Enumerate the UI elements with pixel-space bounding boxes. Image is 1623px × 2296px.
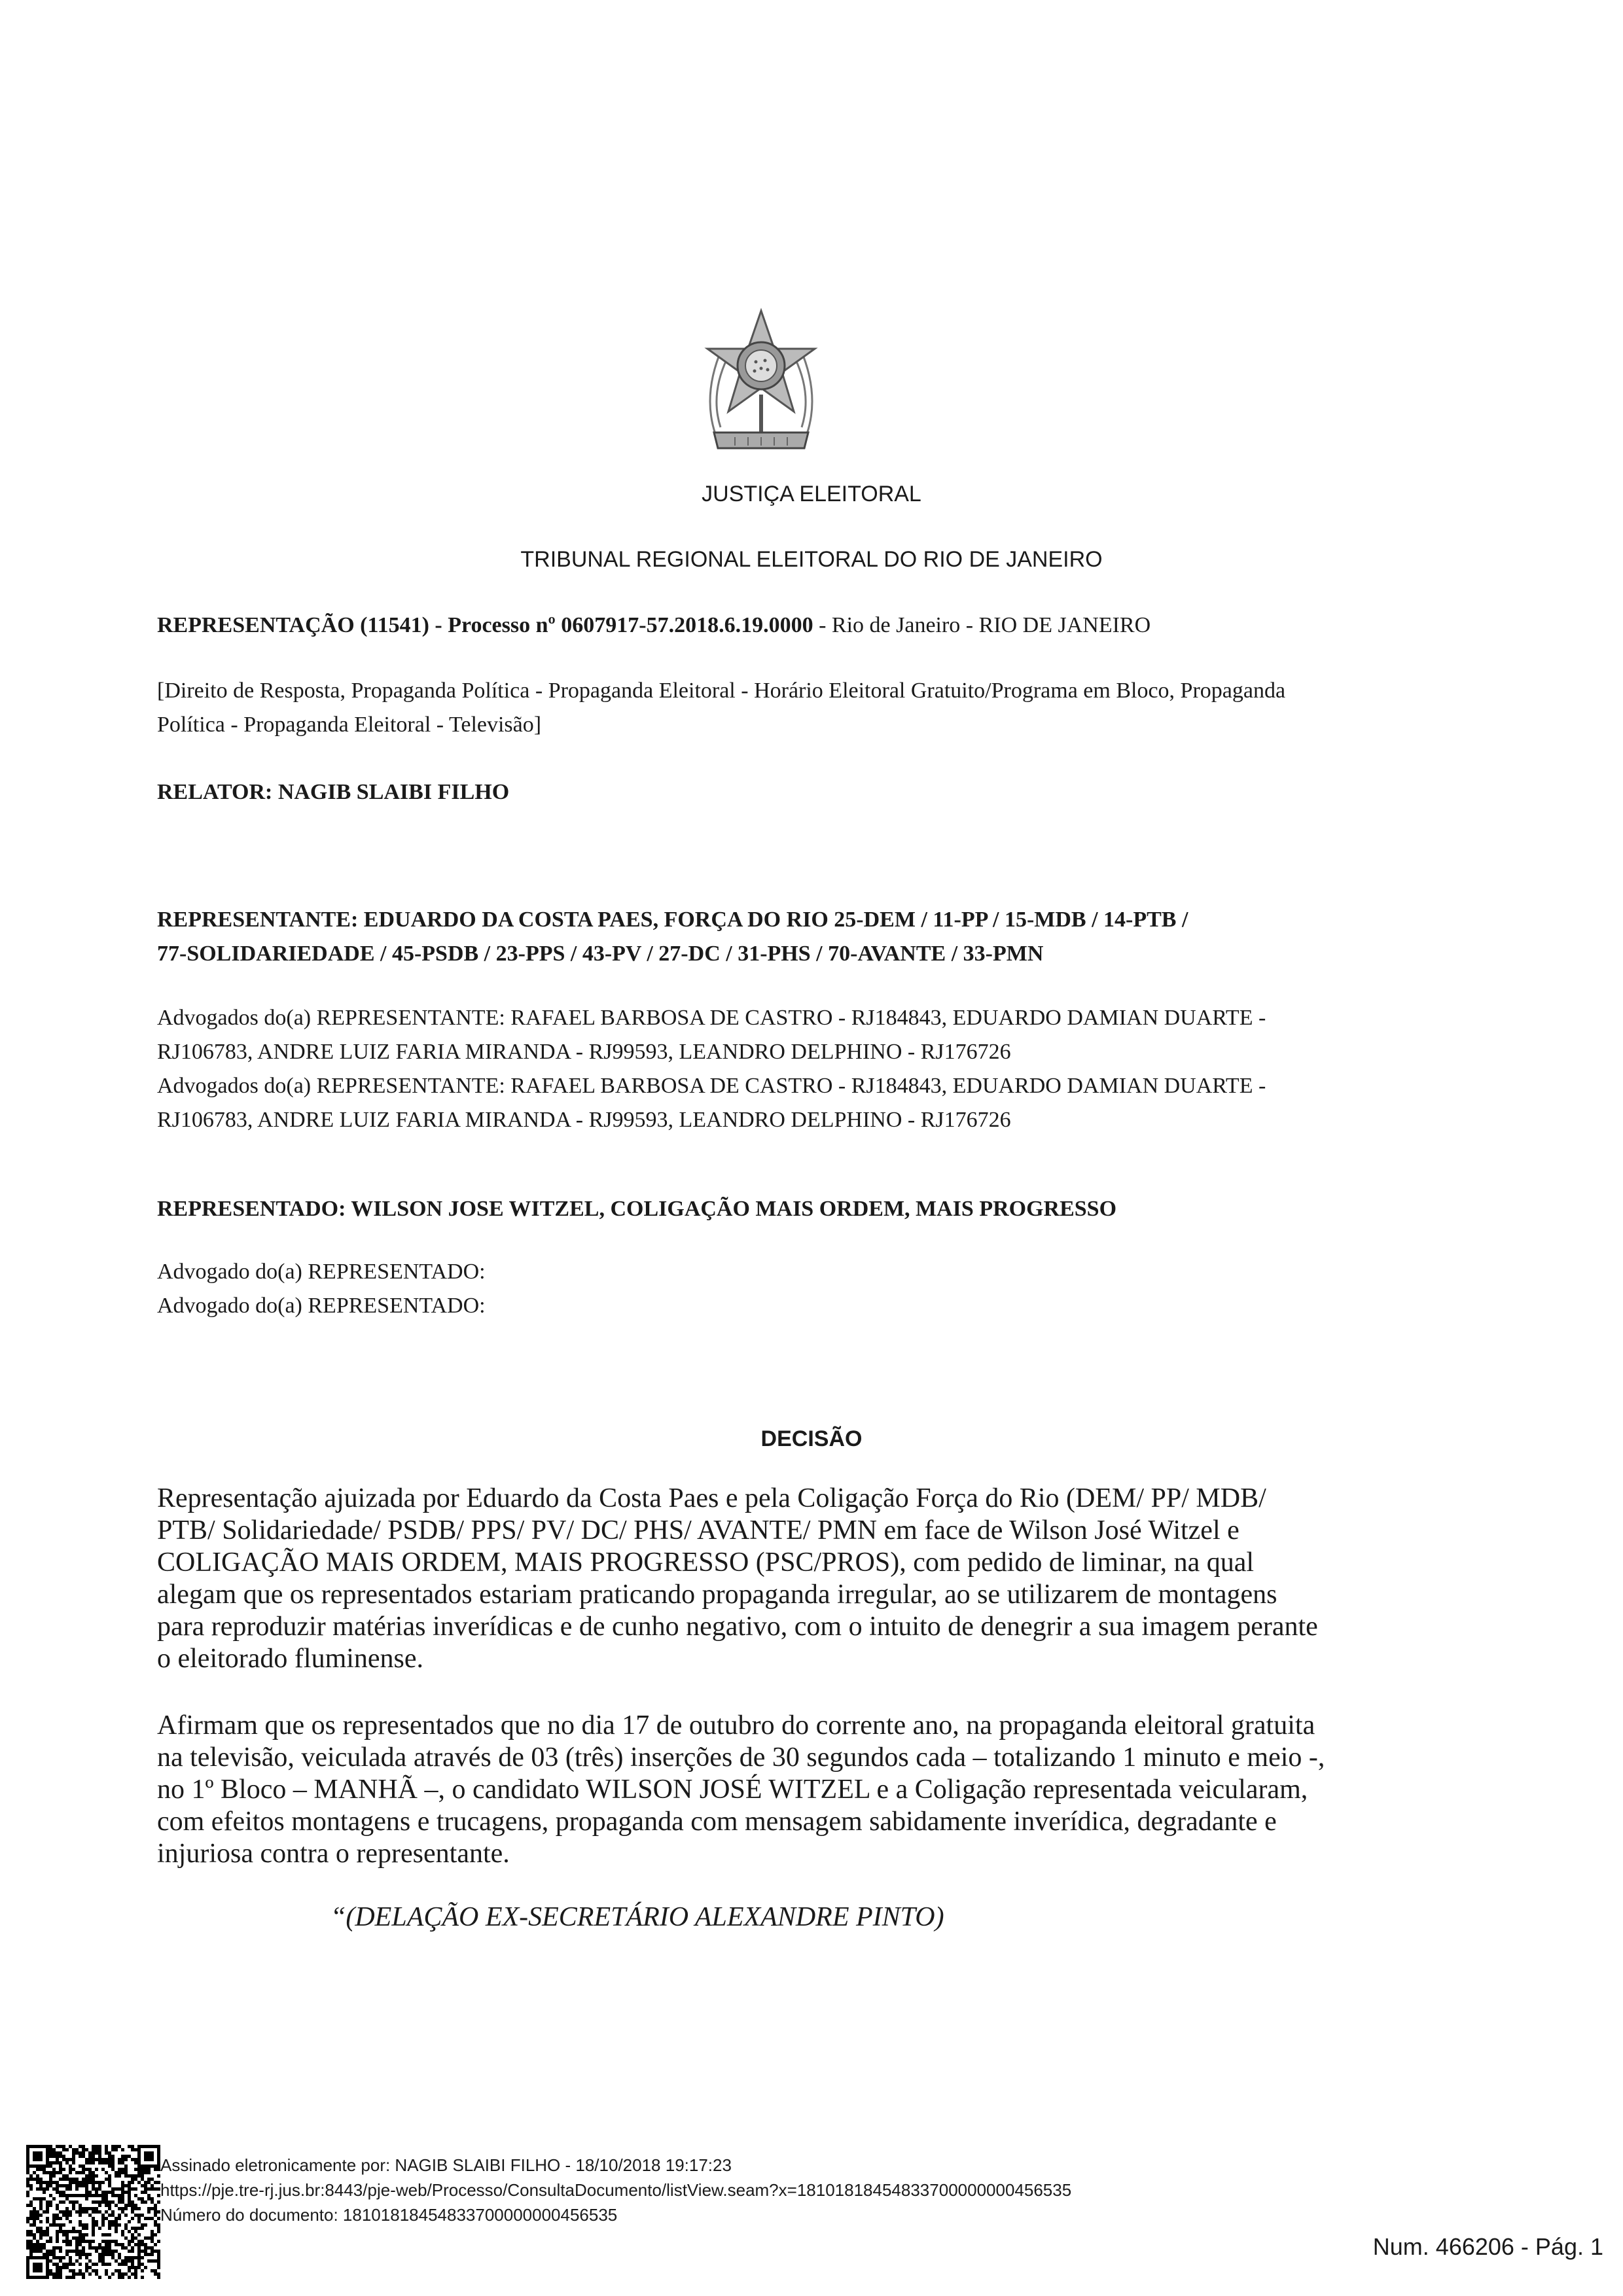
paragraph-line: Afirmam que os representados que no dia 17 de outubro do corrente ano, na propaganda eleitoral gratuita: [157, 1710, 1315, 1740]
paragraph-line: para reproduzir matérias inverídicas e de cunho negativo, com o intuito de denegrir a sua imagem perante: [157, 1612, 1318, 1642]
process-location: - Rio de Janeiro - RIO DE JANEIRO: [813, 613, 1151, 637]
lawyer-line: Advogados do(a) REPRESENTANTE: RAFAEL BARBOSA DE CASTRO - RJ184843, EDUARDO DAMIAN DUARTE -: [157, 1074, 1266, 1098]
lawyer-line: Advogados do(a) REPRESENTANTE: RAFAEL BARBOSA DE CASTRO - RJ184843, EDUARDO DAMIAN DUARTE -: [157, 1006, 1266, 1030]
paragraph-line: Representação ajuizada por Eduardo da Costa Paes e pela Coligação Força do Rio (DEM/ PP/ MDB/: [157, 1483, 1266, 1513]
representante-line: 77-SOLIDARIEDADE / 45-PSDB / 23-PPS / 43-PV / 27-DC / 31-PHS / 70-AVANTE / 33-PMN: [157, 942, 1044, 966]
paragraph-line: na televisão, veiculada através de 03 (três) inserções de 30 segundos cada – totalizando 1 minuto e meio -,: [157, 1742, 1325, 1773]
subjects-line: Política - Propaganda Eleitoral - Televisão]: [157, 713, 542, 737]
document-url[interactable]: https://pje.tre-rj.jus.br:8443/pje-web/Processo/ConsultaDocumento/listView.seam?x=18101818454833700000000456535: [160, 2180, 1072, 2200]
representante-lawyers: [157, 1001, 1266, 1137]
signature-block: [160, 2153, 1071, 2227]
paragraph-line: COLIGAÇÃO MAIS ORDEM, MAIS PROGRESSO (PSC/PROS), com pedido de liminar, na qual: [157, 1547, 1255, 1578]
representante-line: REPRESENTANTE: EDUARDO DA COSTA PAES, FORÇA DO RIO 25-DEM / 11-PP / 15-MDB / 14-PTB /: [157, 908, 1188, 932]
lawyer-line: Advogado do(a) REPRESENTADO:: [157, 1294, 486, 1318]
paragraph-line: PTB/ Solidariedade/ PSDB/ PPS/ PV/ DC/ PHS/ AVANTE/ PMN em face de Wilson José Witzel e: [157, 1515, 1240, 1545]
paragraph-line: injuriosa contra o representante.: [157, 1839, 510, 1869]
document-number: Número do documento: 18101818454833700000000456535: [160, 2205, 618, 2225]
decision-paragraph-2: [157, 1710, 1325, 1870]
paragraph-line: com efeitos montagens e trucagens, propaganda com mensagem sabidamente inverídica, degradante e: [157, 1807, 1277, 1837]
decision-quote: “(DELAÇÃO EX-SECRETÁRIO ALEXANDRE PINTO): [330, 1902, 944, 1932]
decision-paragraph-1: [157, 1483, 1318, 1675]
signed-by: Assinado eletronicamente por: NAGIB SLAIBI FILHO - 18/10/2018 19:17:23: [160, 2155, 732, 2175]
process-subjects: [157, 674, 1285, 742]
representante-block: [157, 903, 1188, 971]
representado-lawyers: [157, 1255, 486, 1323]
paragraph-line: no 1º Bloco – MANHÃ –, o candidato WILSON JOSÉ WITZEL e a Coligação representada veicularam,: [157, 1775, 1308, 1805]
subjects-line: [Direito de Resposta, Propaganda Política - Propaganda Eleitoral - Horário Eleitoral Gratuito/Programa em Bloco, Propaganda: [157, 679, 1286, 703]
qr-code-icon[interactable]: [26, 2145, 160, 2279]
decision-heading: DECISÃO: [760, 1426, 863, 1451]
court-branch-title: JUSTIÇA ELEITORAL: [702, 482, 921, 506]
page-number: Num. 466206 - Pág. 1: [1372, 2233, 1603, 2260]
court-name-title: TRIBUNAL REGIONAL ELEITORAL DO RIO DE JANEIRO: [520, 547, 1103, 572]
lawyer-line: RJ106783, ANDRE LUIZ FARIA MIRANDA - RJ99593, LEANDRO DELPHINO - RJ176726: [157, 1040, 1011, 1064]
process-title: [157, 609, 1150, 643]
brazil-coat-of-arms-icon: [696, 303, 827, 460]
lawyer-line: Advogado do(a) REPRESENTADO:: [157, 1260, 486, 1284]
process-number: REPRESENTAÇÃO (11541) - Processo nº 0607917-57.2018.6.19.0000: [157, 613, 813, 637]
representado-line: REPRESENTADO: WILSON JOSE WITZEL, COLIGAÇÃO MAIS ORDEM, MAIS PROGRESSO: [157, 1197, 1117, 1221]
paragraph-line: alegam que os representados estariam praticando propaganda irregular, ao se utilizarem de montagens: [157, 1580, 1277, 1610]
relator-line: RELATOR: NAGIB SLAIBI FILHO: [157, 780, 510, 804]
lawyer-line: RJ106783, ANDRE LUIZ FARIA MIRANDA - RJ99593, LEANDRO DELPHINO - RJ176726: [157, 1108, 1011, 1132]
paragraph-line: o eleitorado fluminense.: [157, 1644, 424, 1674]
